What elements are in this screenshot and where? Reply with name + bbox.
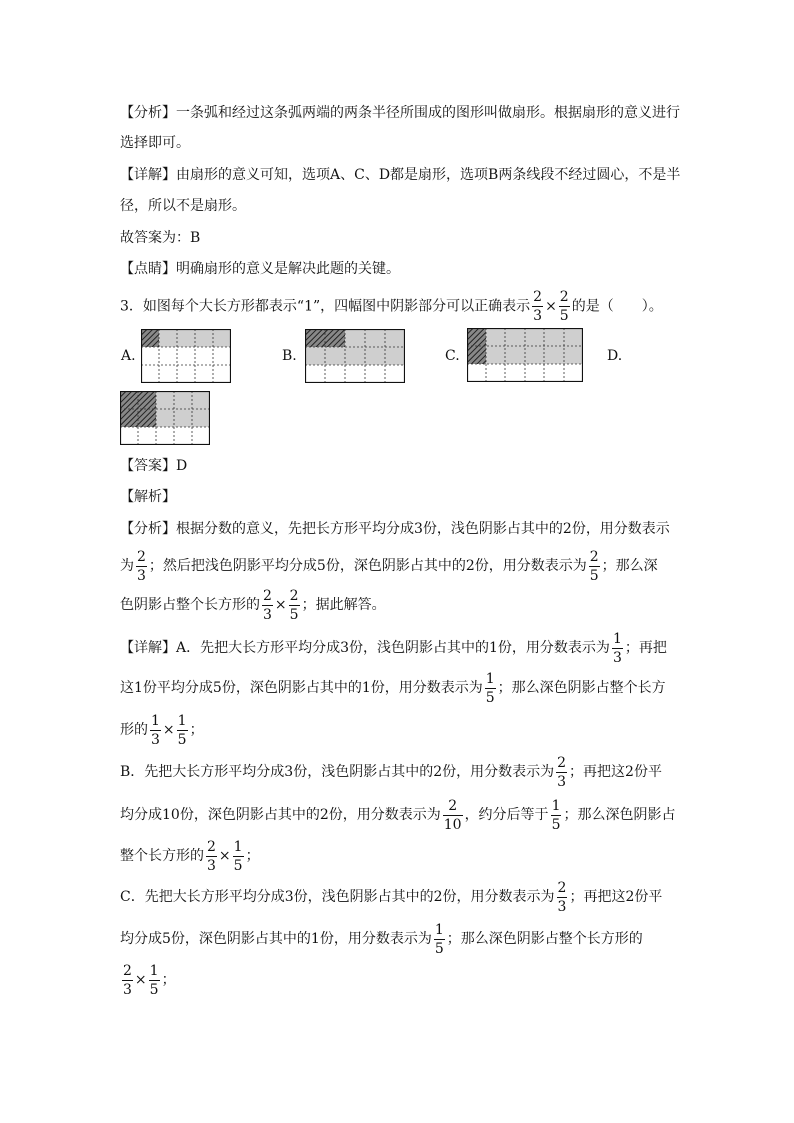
option-c-label: C. <box>445 348 460 364</box>
xj-b-line-2: 均分成10份，深色阴影占其中的2份，用分数表示为 $\frac{2}{10}$ ，约分后等于 $\frac{1}{5}$ ；那么深色阴影占 <box>120 797 676 833</box>
fraction: $\frac{2}{5}$ <box>559 289 569 324</box>
fraction: $\frac{2}{3}$ <box>137 548 146 584</box>
option-b-label: B. <box>282 348 297 364</box>
fraction: $\frac{2}{3}$ <box>123 962 132 998</box>
xj-c-line-1: C．先把大长方形平均分成3份，浅色阴影占其中的2份，用分数表示为 $\frac{2}{3}$ ；再把这2份平 <box>120 879 663 915</box>
fraction: $\frac{1}{3}$ <box>612 630 622 666</box>
option-d-label: D. <box>607 348 623 364</box>
fx-line-1: 【分析】根据分数的意义，先把长方形平均分成3份，浅色阴影占其中的2份，用分数表示 <box>120 521 670 537</box>
figure-option-a <box>141 329 231 383</box>
fraction: $\frac{2}{5}$ <box>289 587 299 623</box>
analysis-line-1: 【分析】一条弧和经过这条弧两端的两条半径所围成的图形叫做扇形。根据扇形的意义进行 <box>120 105 680 121</box>
figure-option-b <box>305 329 405 383</box>
fx-line-2: 为 $\frac{2}{3}$ ；然后把浅色阴影平均分成5份，深色阴影占其中的2份，用分数表示为 $\frac{2}{5}$ ；那么深 <box>120 548 658 584</box>
answer-line: 故答案为：B <box>120 230 201 246</box>
fraction: $\frac{2}{3}$ <box>533 289 543 324</box>
fraction: $\frac{2}{3}$ <box>557 754 567 790</box>
xj-c-line-3: $\frac{2}{3}$ × $\frac{1}{5}$ ； <box>123 962 176 998</box>
fraction: $\frac{1}{5}$ <box>233 838 243 874</box>
fraction: $\frac{2}{3}$ <box>263 587 272 623</box>
xj-c-line-2: 均分成5份，深色阴影占其中的1份，用分数表示为 $\frac{1}{5}$ ；那么深色阴影占整个长方形的 <box>120 921 643 957</box>
xj-a-line-1: 【详解】A．先把大长方形平均分成3份，浅色阴影占其中的1份，用分数表示为 $\frac{1}{3}$ ；再把 <box>120 630 667 666</box>
fraction: $\frac{1}{5}$ <box>177 712 187 748</box>
fraction: $\frac{1}{5}$ <box>485 670 495 706</box>
option-a-label: A. <box>121 348 136 364</box>
figure-option-d <box>120 391 210 445</box>
answer-label: 【答案】D <box>120 458 188 474</box>
fraction: $\frac{2}{10}$ <box>443 797 462 833</box>
fraction: $\frac{1}{5}$ <box>149 962 159 998</box>
fraction: $\frac{1}{3}$ <box>151 712 160 748</box>
explanation-label: 【解析】 <box>120 489 176 505</box>
fx-line-3: 色阴影占整个长方形的 $\frac{2}{3}$ × $\frac{2}{5}$ ；据此解答。 <box>120 587 386 623</box>
detail-line-1: 【详解】由扇形的意义可知，选项A、C、D都是扇形，选项B两条线段不经过圆心，不是半 <box>120 167 681 183</box>
fraction: $\frac{2}{3}$ <box>557 879 567 915</box>
fraction: $\frac{1}{5}$ <box>551 797 561 833</box>
fraction: $\frac{2}{3}$ <box>207 838 216 874</box>
analysis-line-2: 选择即可。 <box>120 135 190 151</box>
xj-b-line-3: 整个长方形的 $\frac{2}{3}$ × $\frac{1}{5}$ ； <box>120 838 260 874</box>
detail-line-2: 径，所以不是扇形。 <box>120 198 246 214</box>
fraction: $\frac{2}{5}$ <box>589 548 599 584</box>
question-3: 3．如图每个大长方形都表示“1”，四幅图中阴影部分可以正确表示 $\frac{2}{3}$ × $\frac{2}{5}$ 的是（ ）。 <box>120 289 663 324</box>
xj-a-line-2: 这1份平均分成5份，深色阴影占其中的1份，用分数表示为 $\frac{1}{5}$ ；那么深色阴影占整个长方 <box>120 670 666 706</box>
figure-option-c <box>467 328 583 382</box>
remark-line: 【点睛】明确扇形的意义是解决此题的关键。 <box>120 261 400 277</box>
xj-b-line-1: B．先把大长方形平均分成3份，浅色阴影占其中的2份，用分数表示为 $\frac{2}{3}$ ；再把这2份平 <box>120 754 662 790</box>
xj-a-line-3: 形的 $\frac{1}{3}$ × $\frac{1}{5}$ ； <box>120 712 204 748</box>
fraction: $\frac{1}{5}$ <box>434 921 444 957</box>
